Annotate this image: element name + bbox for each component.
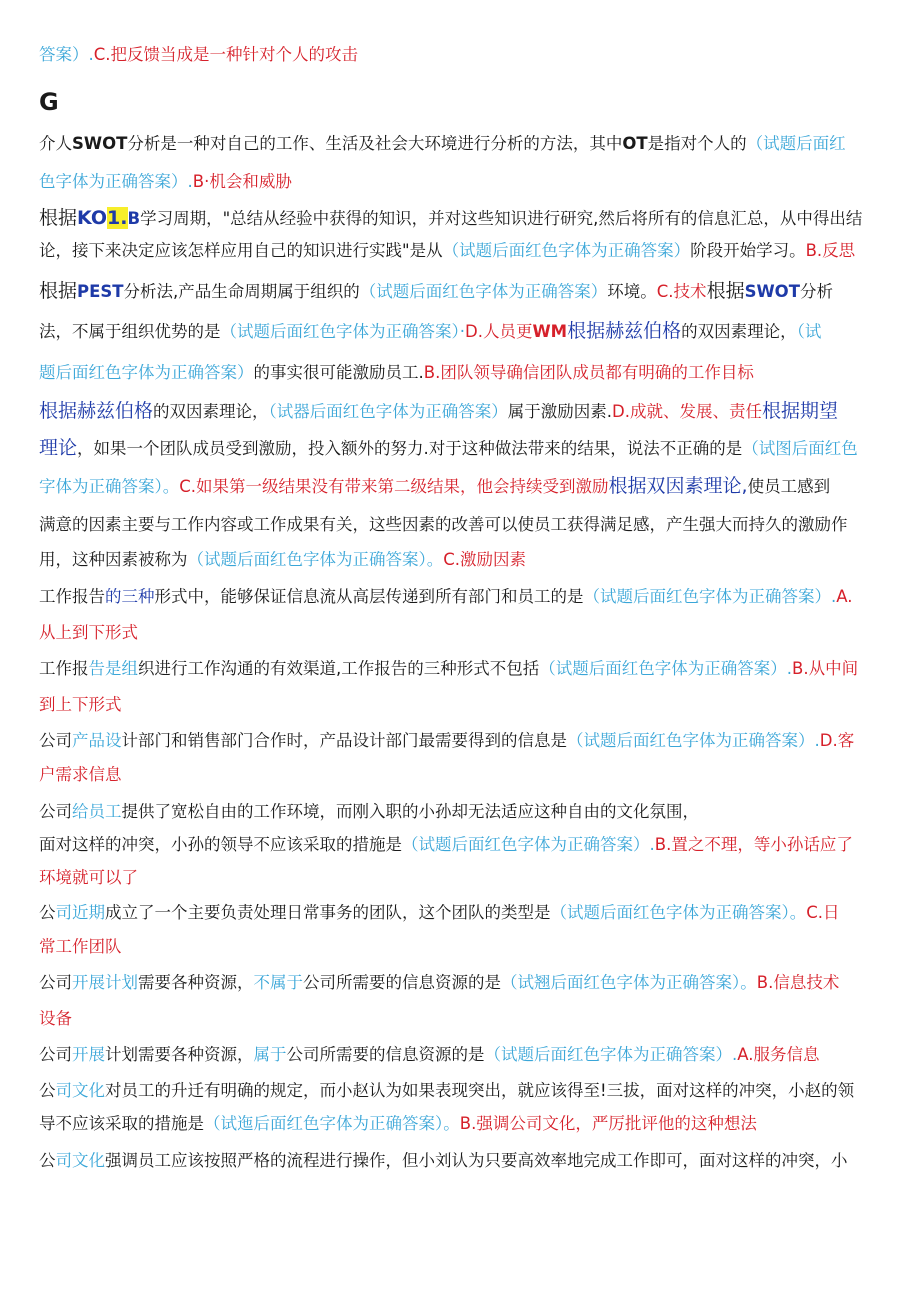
text-line	[39, 1150, 848, 1172]
question-text: 公司	[39, 731, 72, 750]
question-text: 理论	[39, 437, 78, 459]
question-text: 1.	[107, 207, 128, 229]
answer-text: B·机会和威胁	[192, 172, 292, 191]
answer-text: WM	[532, 322, 568, 341]
question-text: 根据期望	[761, 400, 838, 422]
answer-text: C.把反馈当成是一种针对个人的攻击	[93, 45, 359, 64]
question-text: KO	[77, 207, 108, 229]
question-hint: 司文化	[55, 1081, 105, 1100]
answer-text: B.从中间	[792, 659, 859, 678]
question-text: 根据赫兹伯格	[39, 400, 154, 422]
answer-text: B.强调公司文化，严厉批评他的这种想法	[459, 1114, 757, 1133]
question-text: 满意的因素主要与工作内容或工作成果有关，这些因素的改善可以使员工获得满足感，产生强大而持久的激励作	[39, 515, 848, 534]
question-text: 的双因素理论，	[681, 322, 797, 341]
question-text: 公司所需要的信息资源的是	[303, 973, 501, 992]
text-line	[39, 586, 853, 608]
question-text: 织进行工作沟通的有效渠道,工作报告的三种形式不包括	[138, 659, 540, 678]
question-text: 对员工的升迁有明确的规定，而小赵认为如果表现突出，就应该得至!三拔，面对这样的冲突，小赵的领	[105, 1081, 855, 1100]
question-hint: 告是组	[88, 659, 138, 678]
answer-text: C.日	[806, 903, 840, 922]
answer-text: B.置之不理，等小孙话应了	[654, 835, 853, 854]
question-text: 成立了一个主要负责处理日常事务的团队，这个团队的类型是	[105, 903, 551, 922]
question-text: 根据	[39, 280, 78, 302]
text-line	[39, 936, 122, 958]
question-text: 的双因素理论，	[153, 402, 269, 421]
section-heading-g: G	[39, 88, 59, 116]
text-line	[39, 514, 848, 536]
answer-text: B.反思	[805, 241, 856, 260]
question-text: 强调员工应该按照严格的流程进行操作，但小刘认为只要高效率地完成工作即可，面对这样的冲突，小	[105, 1151, 848, 1170]
question-text: 需要各种资源，	[138, 973, 254, 992]
question-hint: （试	[796, 322, 822, 341]
question-text: 工作报告	[39, 587, 105, 606]
text-line	[39, 475, 830, 498]
answer-text: C.如果第一级结果没有带来第二级结果，他会持续受到激励	[179, 477, 609, 496]
question-text: 工作报	[39, 659, 89, 678]
question-hint: 字体为正确答案）。	[39, 477, 180, 496]
question-text: 论，接下来决定应该怎样应用自己的知识进行实践"是从	[39, 241, 443, 260]
text-line	[39, 658, 858, 680]
question-text: 公	[39, 1151, 56, 1170]
answer-text: C.技术	[656, 282, 707, 301]
question-text: 的事实很可能激励员工.	[253, 363, 424, 382]
text-line	[39, 133, 846, 155]
question-text: 阶段开始学习。	[690, 241, 806, 260]
text-line	[39, 1113, 757, 1135]
answer-text: D.人员更	[465, 322, 533, 341]
question-text: 根据赫兹伯格	[567, 320, 682, 342]
question-hint: （试翘后面红色字体为正确答案）。	[501, 973, 757, 992]
question-text: 的三种	[105, 587, 155, 606]
question-hint: （试题后面红色字体为正确答案）.	[583, 587, 837, 606]
text-line	[39, 320, 821, 343]
question-text: 导不应该采取的措施是	[39, 1114, 204, 1133]
answer-text: 到上下形式	[39, 695, 122, 714]
question-hint: （试图后面红色	[742, 439, 858, 458]
question-text: 根据	[39, 207, 78, 229]
text-line	[39, 801, 699, 823]
text-line	[39, 972, 839, 994]
text-line	[39, 549, 526, 571]
question-text: 形式中，能够保证信息流从高层传递到所有部门和员工的是	[154, 587, 584, 606]
question-text: 分析法,产品生命周期属于组织的	[123, 282, 360, 301]
question-hint: 题后面红色字体为正确答案）	[39, 363, 254, 382]
text-line	[39, 1080, 854, 1102]
text-line	[39, 44, 358, 66]
answer-text: 户需求信息	[39, 765, 122, 784]
question-text: SWOT	[72, 134, 128, 153]
question-text: 根据双因素理论,	[608, 475, 748, 497]
answer-text: D.客	[819, 731, 855, 750]
question-hint: 司近期	[55, 903, 105, 922]
answer-text: 设备	[39, 1009, 72, 1028]
answer-text: D.成就、发展、责任	[612, 402, 762, 421]
question-text: 属于激励因素.	[507, 402, 613, 421]
text-line	[39, 694, 122, 716]
question-hint: （试题后面红色字体为正确答案）	[359, 282, 608, 301]
question-text: 公司	[39, 802, 72, 821]
question-text: 介人	[39, 134, 72, 153]
question-hint: 司文化	[55, 1151, 105, 1170]
answer-text: B.信息技术	[756, 973, 840, 992]
question-hint: 答案）.	[39, 45, 94, 64]
text-line	[39, 1044, 820, 1066]
text-line	[39, 1008, 72, 1030]
question-hint: （试题后面红色字体为正确答案）.	[539, 659, 792, 678]
question-text: PEST	[77, 282, 124, 301]
text-line	[39, 362, 754, 384]
text-line	[39, 834, 853, 856]
question-hint: （试题后面红色字体为正确答案）·	[220, 322, 465, 341]
text-line	[39, 437, 858, 460]
question-text: ，如果一个团队成员受到激励，投入额外的努力.对于这种做法带来的结果，说法不正确的是	[77, 439, 743, 458]
question-text: 面对这样的冲突，小孙的领导不应该采取的措施是	[39, 835, 402, 854]
question-text: 是指对个人的	[647, 134, 747, 153]
text-line	[39, 240, 855, 262]
text-line	[39, 730, 854, 752]
answer-text: A.服务信息	[737, 1045, 820, 1064]
question-hint: 给员工	[72, 802, 122, 821]
question-hint: （试题后面红	[746, 134, 846, 153]
question-text: 公司	[39, 1045, 72, 1064]
answer-text: 环境就可以了	[39, 868, 138, 887]
question-text: OT	[622, 134, 648, 153]
answer-text: B.团队领导确信团队成员都有明确的工作目标	[423, 363, 754, 382]
question-hint: 色字体为正确答案）.	[39, 172, 193, 191]
question-text: 根据	[706, 280, 745, 302]
text-line	[39, 171, 292, 193]
question-text: 公	[39, 903, 56, 922]
text-line	[39, 902, 840, 924]
text-line	[39, 280, 833, 303]
question-text: 使员工感到	[747, 477, 831, 496]
question-text: 公司所需要的信息资源的是	[286, 1045, 485, 1064]
text-line	[39, 207, 862, 230]
question-hint: （试迤后面红色字体为正确答案）。	[204, 1114, 460, 1133]
question-text: 学习周期，"总结从经验中获得的知识，并对这些知识进行研究,然后将所有的信息汇总，从中得出结	[140, 209, 863, 228]
question-text: 公司	[39, 973, 72, 992]
question-text: 计划需要各种资源，	[105, 1045, 254, 1064]
question-text: 提供了宽松自由的工作环境，而刚入职的小孙却无法适应这种自由的文化氛围，	[121, 802, 699, 821]
answer-text: A.	[836, 587, 853, 606]
question-hint: 不属于	[253, 973, 303, 992]
question-text: 分析是一种对自己的工作、生活及社会大环境进行分析的方法，其中	[127, 134, 623, 153]
text-line	[39, 867, 138, 889]
question-hint: （试题后面红色字体为正确答案）。	[187, 550, 444, 569]
question-text: 环境。	[607, 282, 657, 301]
question-text: 分析	[799, 282, 833, 301]
question-hint: （试题后面红色字体为正确答案）。	[550, 903, 807, 922]
question-text: SWOT	[744, 282, 800, 301]
question-hint: （试器后面红色字体为正确答案）	[268, 402, 508, 421]
question-text: 计部门和销售部门合作时，产品设计部门最需要得到的信息是	[121, 731, 567, 750]
question-hint: （试题后面红色字体为正确答案）.	[402, 835, 655, 854]
question-hint: 产品设	[72, 731, 122, 750]
question-text: 公	[39, 1081, 56, 1100]
question-text: B	[127, 209, 141, 228]
answer-text: C.激励因素	[443, 550, 527, 569]
question-hint: 开展计划	[72, 973, 138, 992]
question-hint: （试题后面红色字体为正确答案）.	[484, 1045, 738, 1064]
question-text: 用，这种因素被称为	[39, 550, 188, 569]
question-text: 法，不属于组织优势的是	[39, 322, 221, 341]
question-hint: 属于	[253, 1045, 287, 1064]
answer-text: 从上到下形式	[39, 623, 138, 642]
text-line	[39, 400, 838, 423]
question-hint: （试题后面红色字体为正确答案）.	[567, 731, 820, 750]
question-hint: 开展	[72, 1045, 105, 1064]
answer-text: 常工作团队	[39, 937, 122, 956]
text-line	[39, 764, 122, 786]
text-line	[39, 622, 138, 644]
question-hint: （试题后面红色字体为正确答案）	[442, 241, 691, 260]
